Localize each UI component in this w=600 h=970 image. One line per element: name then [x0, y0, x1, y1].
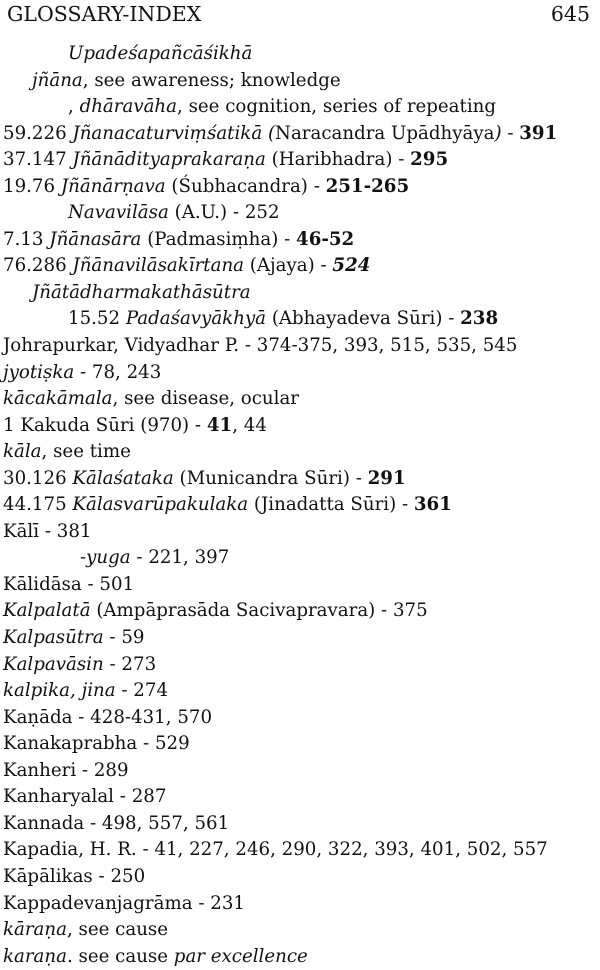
entry-text: -	[501, 122, 520, 144]
entry-text: Kanharyalal - 287	[3, 786, 167, 808]
entry-text: , see disease, ocular	[112, 388, 299, 410]
index-entry	[3, 253, 597, 280]
entry-text: jyotiṣka	[3, 361, 75, 383]
index-entry	[3, 705, 597, 732]
entry-text: . see cause	[66, 945, 174, 967]
index-entry	[3, 625, 597, 652]
index-entry	[3, 386, 597, 413]
entry-text: Kaṇāda - 428-431, 570	[3, 706, 213, 728]
entry-text: Kāpālikas - 250	[3, 865, 146, 887]
index-entry	[3, 466, 597, 493]
index-entry	[3, 333, 597, 360]
index-entry	[3, 864, 597, 891]
running-title: GLOSSARY-INDEX	[7, 2, 202, 26]
entry-text: 15.52	[68, 308, 126, 330]
entry-text: (Abhayadeva Sūri) -	[266, 308, 461, 330]
index-entry	[3, 784, 597, 811]
entry-text: -yuga	[80, 547, 131, 569]
entry-text: 41	[206, 414, 233, 436]
entry-text: Jñanacaturviṃśatikā (	[72, 122, 276, 144]
entry-text: (Padmasiṃha) -	[141, 228, 297, 250]
entry-text: Kanakaprabha - 529	[3, 733, 190, 755]
index-entry	[80, 545, 597, 572]
entry-text: (Śubhacandra) -	[165, 175, 326, 197]
entry-text: (Haribhadra) -	[265, 149, 411, 171]
index-entry	[68, 41, 597, 68]
index-entry	[3, 917, 597, 944]
entry-text: 391	[519, 122, 558, 144]
index-entry	[3, 413, 597, 440]
entry-text: (Jinadatta Sūri) -	[248, 494, 414, 516]
entry-text: 59.226	[3, 122, 73, 144]
entry-text: Padaśavyākhyā	[125, 308, 267, 330]
index-entry	[32, 68, 597, 95]
entry-text: - 221, 397	[130, 547, 230, 569]
index-entry	[3, 598, 597, 625]
entry-text: 524	[332, 255, 371, 277]
entry-text: Kālaśataka	[72, 467, 174, 489]
entry-text: Kalpasūtra	[3, 627, 104, 649]
entry-text: Jñānārṇava	[60, 175, 166, 197]
entry-text: kalpika, jina	[3, 680, 116, 702]
entry-text: (A.U.) - 252	[168, 202, 280, 224]
entry-text: 295	[410, 149, 449, 171]
entry-text: )	[494, 122, 502, 144]
index-entry	[3, 837, 597, 864]
entry-text: Kālidāsa - 501	[3, 573, 135, 595]
index-entry	[3, 174, 597, 201]
index-entry	[3, 944, 597, 970]
entry-text: Kalpavāsin	[3, 653, 104, 675]
entry-text: 238	[460, 308, 499, 330]
entry-text: ,	[68, 96, 80, 118]
entry-text: , 44	[232, 414, 267, 436]
index-entry	[3, 678, 597, 705]
entry-text: 76.286	[3, 255, 73, 277]
entry-text: (Municandra Sūri) -	[173, 467, 368, 489]
index-entry	[3, 652, 597, 679]
index-entry	[3, 758, 597, 785]
entry-text: 30.126	[3, 467, 73, 489]
entry-text: kāla	[3, 441, 42, 463]
page-number: 645	[550, 2, 590, 26]
index-entry	[68, 200, 597, 227]
entry-text: Kanheri - 289	[3, 759, 129, 781]
entry-text: 291	[367, 467, 406, 489]
page-header	[7, 2, 590, 30]
entry-text: 251-265	[325, 175, 410, 197]
index-entry	[3, 811, 597, 838]
entry-text: Kālasvarūpakulaka	[72, 494, 249, 516]
entry-text: 37.147	[3, 149, 73, 171]
entry-text: 44.175	[3, 494, 73, 516]
entry-text: 1 Kakuda Sūri (970) -	[3, 414, 207, 436]
index-entry	[32, 280, 597, 307]
entry-text: dhāravāha	[79, 96, 177, 118]
entry-text: , see cognition, series of repeating	[177, 96, 497, 118]
entry-text: jñāna	[32, 69, 83, 91]
entry-text: Jñānasāra	[49, 228, 142, 250]
entry-text: Kapadia, H. R. - 41, 227, 246, 290, 322, 393, 401, 502, 557	[3, 839, 548, 861]
index-entry	[68, 306, 597, 333]
entry-text: - 274	[115, 680, 169, 702]
entry-text: (Ajaya) -	[244, 255, 333, 277]
entry-text: 19.76	[3, 175, 61, 197]
entry-text: Kalpalatā	[3, 600, 91, 622]
index-entry	[3, 519, 597, 546]
index-entry	[3, 121, 597, 148]
entry-text: Jñānādityaprakaraṇa	[72, 149, 266, 171]
entry-text: 7.13	[3, 228, 50, 250]
entry-text: , see time	[41, 441, 131, 463]
entry-text: - 273	[103, 653, 157, 675]
index-entry	[3, 891, 597, 918]
index-entry	[3, 147, 597, 174]
entry-text: Kappadevanjagrāma - 231	[3, 892, 245, 914]
entry-text: (Ampāprasāda Sacivapravara) - 375	[90, 600, 428, 622]
entry-text: Kannada - 498, 557, 561	[3, 812, 230, 834]
entry-text: kāraṇa	[3, 919, 67, 941]
index-entry	[3, 360, 597, 387]
entry-text: kācakāmala	[3, 388, 113, 410]
entry-text: Johrapurkar, Vidyadhar P. - 374-375, 393, 515, 535, 545	[3, 335, 518, 357]
index-entry	[3, 492, 597, 519]
entry-text: - 59	[103, 627, 145, 649]
entry-text: Jñātādharmakathāsūtra	[32, 281, 251, 303]
entry-text: Jñānavilāsakīrtana	[72, 255, 244, 277]
entry-text: Upadeśapañcāśikhā	[68, 43, 253, 64]
index-entry	[68, 94, 597, 121]
entry-text: karaṇa	[3, 945, 67, 967]
index-entry	[3, 572, 597, 599]
entry-text: , see cause	[66, 919, 169, 941]
index-entry	[3, 731, 597, 758]
index-entries	[3, 41, 597, 970]
entry-text: par excellence	[173, 945, 308, 967]
index-entry	[3, 439, 597, 466]
entry-text: Navavilāsa	[68, 202, 169, 224]
entry-text: , see awareness; knowledge	[82, 69, 341, 91]
entry-text: 46-52	[296, 228, 355, 250]
entry-text: Kālī - 381	[3, 520, 92, 542]
entry-text: 361	[413, 494, 452, 516]
entry-text: Naracandra Upādhyāya	[275, 122, 495, 144]
entry-text: - 78, 243	[74, 361, 162, 383]
index-entry	[3, 227, 597, 254]
